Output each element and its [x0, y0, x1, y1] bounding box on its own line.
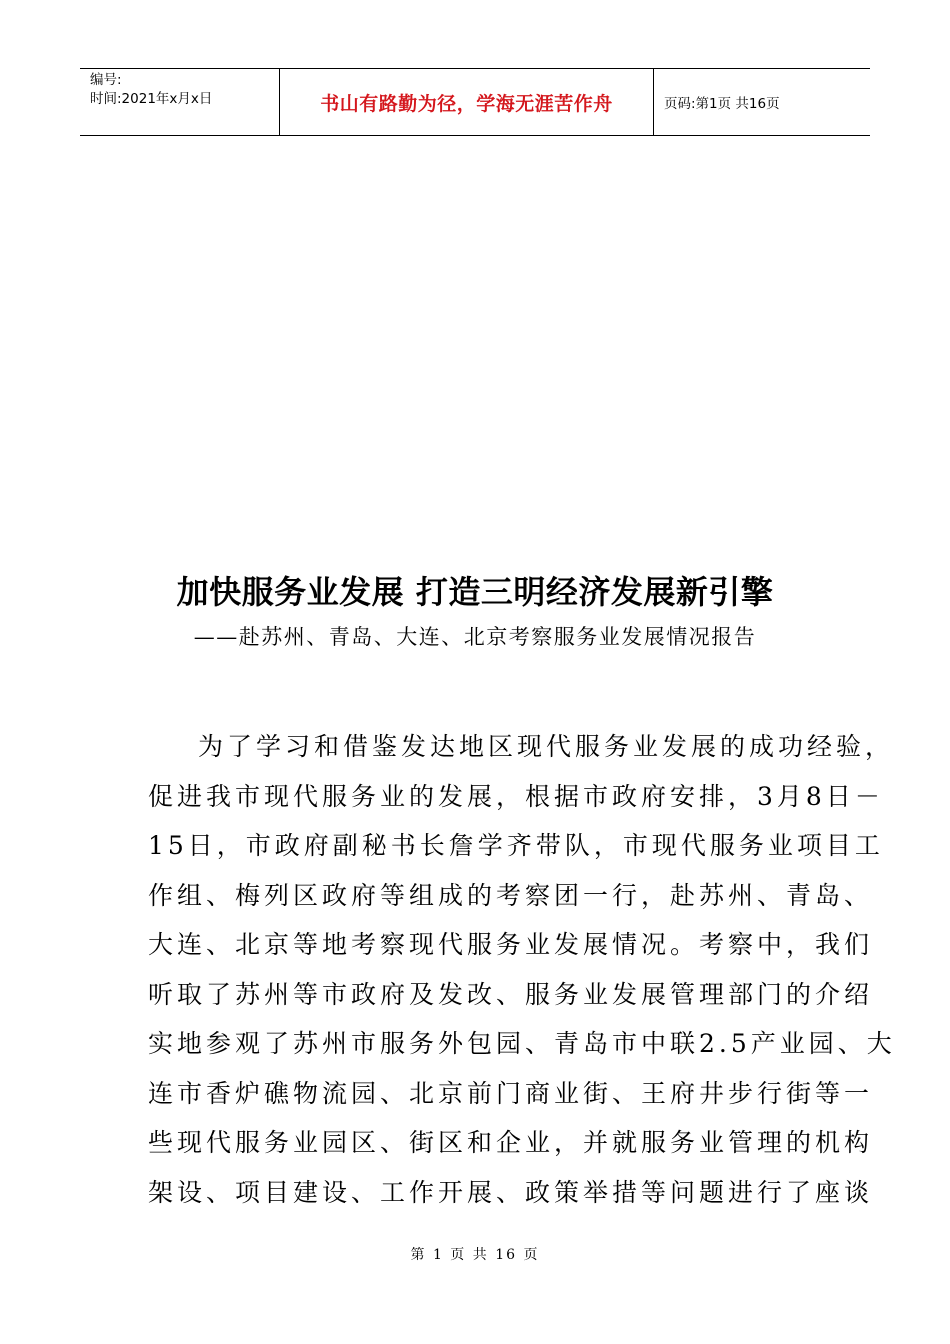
body-line: 促进我市现代服务业的发展，根据市政府安排，3月8日－	[148, 781, 884, 811]
header-page-info: 页码:第1页 共16页	[664, 96, 780, 112]
body-line: 为了学习和借鉴发达地区现代服务业发展的成功经验，	[198, 732, 895, 761]
document-time-label: 时间:2021年x月x日	[90, 91, 213, 107]
document-subtitle: ——赴苏州、青岛、大连、北京考察服务业发展情况报告	[193, 625, 757, 649]
document-number-label: 编号:	[90, 72, 122, 88]
header-motto: 书山有路勤为径，学海无涯苦作舟	[280, 69, 654, 135]
body-line: 作组、梅列区政府等组成的考察团一行，赴苏州、青岛、	[148, 880, 874, 910]
body-line: 实地参观了苏州市服务外包园、青岛市中联2.5产业园、大	[148, 1029, 896, 1058]
page-footer: 第 1 页 共 16 页	[410, 1247, 540, 1263]
body-paragraph	[148, 722, 896, 1217]
body-line: 些现代服务业园区、街区和企业，并就服务业管理的机构	[148, 1128, 874, 1157]
body-line: 连市香炉礁物流园、北京前门商业街、王府井步行街等一	[148, 1078, 874, 1108]
body-line: 15日，市政府副秘书长詹学齐带队，市现代服务业项目工	[148, 831, 884, 860]
document-title: 加快服务业发展 打造三明经济发展新引擎	[176, 573, 774, 611]
header-meta	[80, 69, 280, 135]
body-line: 架设、项目建设、工作开展、政策举措等问题进行了座谈	[148, 1177, 874, 1207]
body-line: 听取了苏州等市政府及发改、服务业发展管理部门的介绍	[148, 979, 874, 1009]
body-line: 大连、北京等地考察现代服务业发展情况。考察中，我们	[148, 930, 874, 959]
page-header	[80, 68, 870, 136]
